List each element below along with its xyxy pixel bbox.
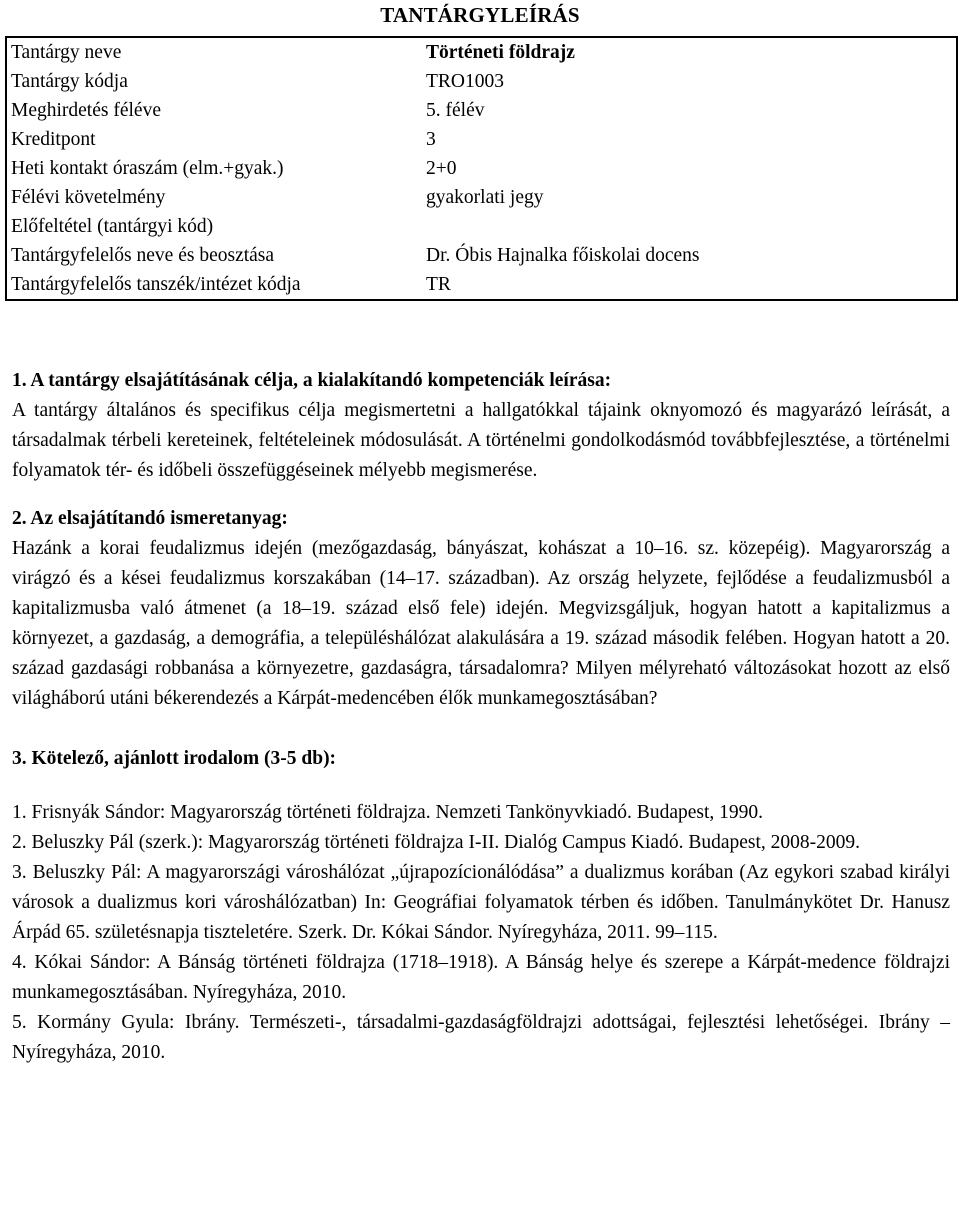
table-row (6, 212, 957, 241)
section-3-heading: 3. Kötelező, ajánlott irodalom (3-5 db): (12, 748, 337, 769)
info-value-semester: 5. félév (426, 99, 485, 121)
info-value-credits: 3 (426, 128, 436, 150)
table-row (6, 183, 957, 212)
info-value-contact-hours: 2+0 (426, 157, 457, 179)
section-2-heading: 2. Az elsajátítandó ismeretanyag: (12, 508, 288, 529)
section-1-body: A tantárgy általános és specifikus célja megismertetni a hallgatókkal tájaink oknyomozó és magyarázó leírását, a társadalmak térbeli kereteinek, feltételeinek módosulását. A történelmi gondolkodásmód továbbfejlesztése, a történelmi folyamatok tér- és időbeli összefüggéseinek mélyebb megismerése. (12, 400, 950, 481)
course-info-table (5, 36, 958, 301)
info-label-contact-hours: Heti kontakt óraszám (elm.+gyak.) (11, 157, 284, 179)
document-body (12, 366, 950, 1068)
spacer (12, 486, 950, 504)
info-label-course-name: Tantárgy neve (11, 41, 122, 63)
info-value-course-code: TRO1003 (426, 70, 504, 92)
info-label-prerequisite: Előfeltétel (tantárgyi kód) (11, 215, 214, 237)
table-row (6, 125, 957, 154)
reference-item: 3. Beluszky Pál: A magyarországi városhálózat „újrapozícionálódása” a dualizmus korában (Az egykori szabad királyi városok a dualizmus kori városhálózatban) In: Geográfiai folyamatok térben és időben. Tanulmánykötet Dr. Hanusz Árpád 65. születésnapja tiszteletére. Szerk. Dr. Kókai Sándor. Nyíregyháza, 2011. 99–115. (12, 862, 950, 943)
info-value-responsible: Dr. Óbis Hajnalka főiskolai docens (426, 244, 700, 266)
table-row (6, 96, 957, 125)
section-1-heading: 1. A tantárgy elsajátításának célja, a kialakítandó kompetenciák leírása: (12, 370, 612, 391)
info-label-department: Tantárgyfelelős tanszék/intézet kódja (11, 273, 301, 295)
table-row (6, 37, 957, 67)
info-label-credits: Kreditpont (11, 128, 96, 150)
info-value-course-name: Történeti földrajz (426, 41, 575, 63)
info-label-semester: Meghirdetés féléve (11, 99, 161, 121)
info-value-department: TR (426, 273, 451, 295)
table-row (6, 270, 957, 300)
info-value-requirement: gyakorlati jegy (426, 186, 544, 208)
table-row (6, 241, 957, 270)
info-value-prerequisite (414, 212, 957, 241)
reference-item: 2. Beluszky Pál (szerk.): Magyarország történeti földrajza I-II. Dialóg Campus Kiadó. Budapest, 2008-2009. (12, 832, 861, 853)
reference-item: 5. Kormány Gyula: Ibrány. Természeti-, társadalmi-gazdaságföldrajzi adottságai, fejlesztési lehetőségei. Ibrány – Nyíregyháza, 2010. (12, 1012, 950, 1063)
info-label-course-code: Tantárgy kódja (11, 70, 128, 92)
table-row (6, 67, 957, 96)
document-title: TANTÁRGYLEÍRÁS (380, 3, 580, 27)
reference-item: 1. Frisnyák Sándor: Magyarország történeti földrajza. Nemzeti Tankönyvkiadó. Budapest, 1990. (12, 802, 764, 823)
info-label-responsible: Tantárgyfelelős neve és beosztása (11, 244, 275, 266)
spacer (12, 774, 950, 798)
info-label-requirement: Félévi követelmény (11, 186, 166, 208)
reference-item: 4. Kókai Sándor: A Bánság történeti földrajza (1718–1918). A Bánság helye és szerepe a Kárpát-medence földrajzi munkamegosztásában. Nyíregyháza, 2010. (12, 952, 950, 1003)
section-2-body: Hazánk a korai feudalizmus idején (mezőgazdaság, bányászat, kohászat a 10–16. sz. közepéig). Magyarország a virágzó és a kései feudalizmus korszakában (14–17. században). Az ország helyzete, fejlődése a feudalizmusból a kapitalizmusba való átmenet (a 18–19. század első fele) idején. Megvizsgáljuk, hogyan hatott a kapitalizmus a környezet, a gazdaság, a demográfia, a településhálózat alakulására a 19. század második felében. Hogyan hatott a 20. század gazdasági robbanása a környezetre, gazdaságra, társadalomra? Milyen mélyreható változásokat hozott az első világháború utáni békerendezés a Kárpát-medencében élők munkamegosztásában? (12, 538, 950, 709)
table-row (6, 154, 957, 183)
spacer (12, 714, 950, 744)
